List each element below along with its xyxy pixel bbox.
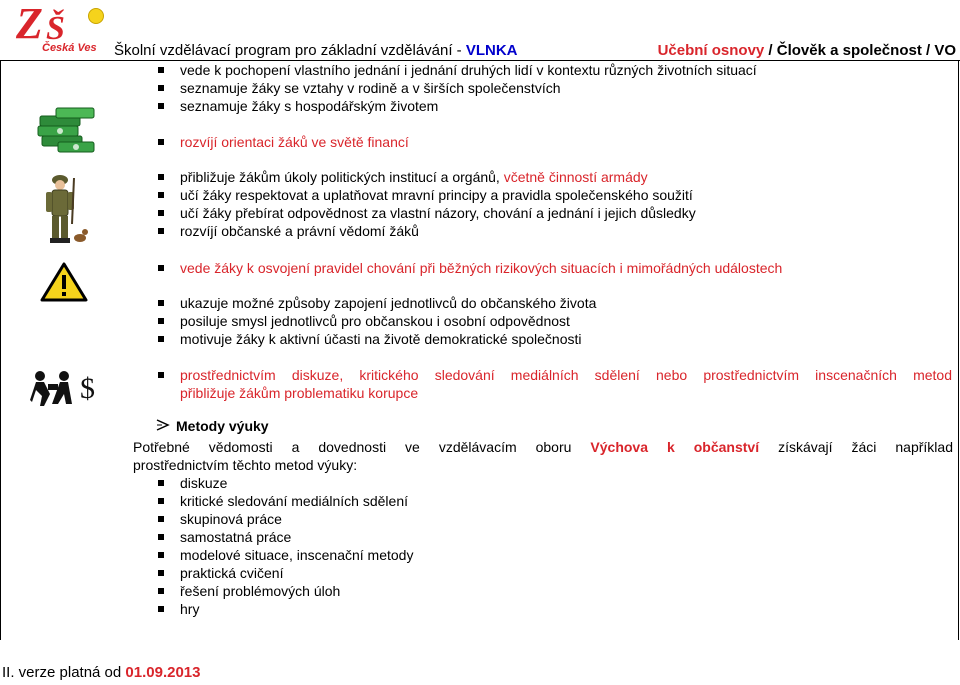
method-item: modelové situace, inscenační metody (156, 546, 413, 564)
school-logo: Z Š Česká Ves (12, 2, 104, 58)
method-item: skupinová práce (156, 510, 413, 528)
list-item: vede k pochopení vlastního jednání i jednání druhých lidí v kontextu různých životních situací (156, 61, 757, 79)
methods-intro-continuation: prostřednictvím těchto metod výuky: (133, 457, 358, 473)
list-item: posiluje smysl jednotlivců pro občanskou i osobní odpovědnost (156, 312, 596, 330)
method-item: samostatná práce (156, 528, 413, 546)
page-footer: II. verze platná od 01.09.2013 (2, 664, 201, 681)
warning-triangle-icon (40, 262, 88, 302)
goals-list-1 (156, 61, 757, 115)
list-item: učí žáky respektovat a uplatňovat mravní principy a pravidla společenského soužití (156, 186, 696, 204)
goals-list-5 (156, 294, 596, 348)
methods-list (156, 474, 413, 618)
goals-list-2 (156, 133, 409, 151)
header-program-title: Školní vzdělávací program pro základní vzdělávání - VLNKA (114, 42, 518, 59)
list-item: seznamuje žáky se vztahy v rodině a v širších společenstvích (156, 79, 757, 97)
method-item: diskuze (156, 474, 413, 492)
goals-list-3 (156, 168, 696, 240)
list-item: rozvíjí občanské a právní vědomí žáků (156, 222, 696, 240)
list-item: vede žáky k osvojení pravidel chování při běžných rizikových situacích i mimořádných událostech (156, 259, 782, 277)
svg-text:$: $ (80, 372, 95, 405)
list-item: ukazuje možné způsoby zapojení jednotlivců do občanského života (156, 294, 596, 312)
list-item: rozvíjí orientaci žáků ve světě financí (156, 133, 409, 151)
smiley-icon (88, 8, 104, 24)
goals-list-4 (156, 259, 782, 277)
right-border (958, 60, 959, 640)
goals-list-6-continuation: přibližuje žákům problematiku korupce (180, 385, 419, 401)
methods-heading: Metody výuky (156, 417, 269, 435)
header-section-path: Učební osnovy / Člověk a společnost / VO (657, 42, 956, 59)
method-item: praktická cvičení (156, 564, 413, 582)
money-stack-icon (36, 106, 98, 156)
list-item: prostřednictvím diskuze, kritického sledování mediálních sdělení nebo prostřednictvím inscenačních metod (156, 366, 952, 384)
method-item: hry (156, 600, 413, 618)
method-item: řešení problémových úloh (156, 582, 413, 600)
goals-list-6 (156, 366, 952, 384)
corruption-icon (30, 364, 100, 410)
logo-subtitle: Česká Ves (42, 42, 97, 54)
left-border (0, 60, 1, 640)
list-item: motivuje žáky k aktivní účasti na životě demokratické společnosti (156, 330, 596, 348)
methods-intro: Potřebné vědomosti a dovednosti ve vzdělávacím oboru Výchova k občanství získávají žáci například (133, 439, 953, 455)
list-item: přibližuje žákům úkoly politických institucí a orgánů, včetně činností armády (156, 168, 696, 186)
method-item: kritické sledování mediálních sdělení (156, 492, 413, 510)
soldier-icon (40, 172, 90, 248)
list-item: učí žáky přebírat odpovědnost za vlastní názory, chování a jednání i jejich důsledky (156, 204, 696, 222)
page-header (0, 0, 960, 62)
arrow-right-icon (156, 417, 176, 435)
list-item: seznamuje žáky s hospodářským životem (156, 97, 757, 115)
